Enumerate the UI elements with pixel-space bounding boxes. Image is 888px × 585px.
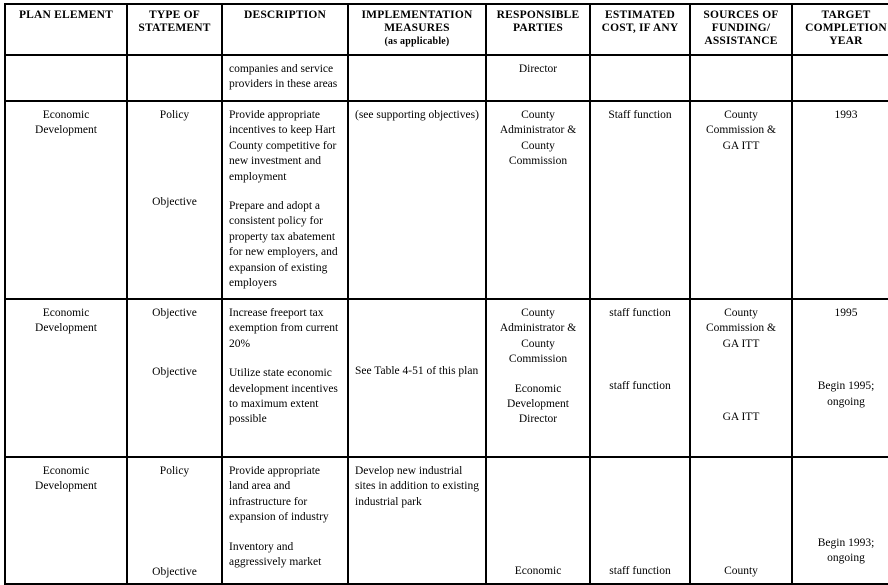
statement-type-secondary: Objective: [152, 366, 197, 379]
column-header-target-completion-year: [792, 4, 888, 55]
statement-type-primary: Policy: [159, 465, 190, 477]
cell-responsible-parties: [486, 457, 590, 584]
statement-type-primary: Objective: [152, 307, 197, 319]
responsible-secondary: Economic Development Director: [507, 382, 569, 426]
cell-estimated-cost: [590, 457, 690, 584]
column-header-description: [222, 4, 348, 55]
column-header-responsible-parties: [486, 4, 590, 55]
statement-type-secondary: Objective: [152, 196, 197, 209]
cell-description: companies and service providers in these areas: [222, 55, 348, 101]
target-year-secondary: Begin 1995; ongoing: [817, 380, 875, 408]
header-line-3: YEAR: [829, 35, 863, 47]
cell-type-of-statement: [127, 299, 222, 457]
table-header: [5, 4, 888, 55]
cell-estimated-cost: [590, 299, 690, 457]
table-row: [5, 101, 888, 299]
header-line-1: ESTIMATED: [605, 9, 675, 21]
responsible-primary: County Administrator & County Commission: [499, 307, 577, 366]
header-line-1: SOURCES OF: [703, 9, 779, 21]
cell-sources-of-funding: [690, 457, 792, 584]
column-header-type-of-statement: [127, 4, 222, 55]
cost-secondary: staff function: [609, 565, 671, 577]
description-secondary: Inventory and aggressively market: [229, 540, 322, 569]
plan-implementation-table: [4, 3, 888, 585]
cell-responsible-parties: County Administrator & County Commission: [486, 101, 590, 299]
funding-secondary: County: [724, 565, 758, 577]
header-sublabel: (as applicable): [384, 36, 450, 47]
header-line-1: PLAN ELEMENT: [18, 9, 114, 21]
header-line-1: TYPE OF: [149, 9, 200, 21]
header-line-1: DESCRIPTION: [243, 9, 327, 21]
table-row: [5, 457, 888, 584]
cell-sources-of-funding: [690, 55, 792, 101]
header-line-1: TARGET: [821, 9, 871, 21]
cell-implementation-measures: Develop new industrial sites in addition to existing industrial park: [348, 457, 486, 584]
cell-responsible-parties: [486, 299, 590, 457]
cell-plan-element: [5, 55, 127, 101]
header-row: [5, 4, 888, 55]
statement-type-secondary: Objective: [152, 566, 197, 579]
cell-description: [222, 101, 348, 299]
cell-plan-element: Economic Development: [5, 101, 127, 299]
funding-primary: County Commission & GA ITT: [706, 307, 776, 350]
column-header-plan-element: [5, 4, 127, 55]
cell-plan-element: Economic Development: [5, 299, 127, 457]
header-line-2: STATEMENT: [138, 22, 211, 34]
header-line-2: PARTIES: [513, 22, 563, 34]
header-line-2: COMPLETION: [805, 22, 887, 34]
description-secondary: Utilize state economic development incentives to maximum extent possible: [229, 367, 338, 426]
cell-type-of-statement: [127, 457, 222, 584]
cell-plan-element: Economic Development: [5, 457, 127, 584]
table-body: [5, 55, 888, 584]
description-primary: Increase freeport tax exemption from current 20%: [229, 307, 339, 350]
header-line-2: MEASURES: [384, 22, 450, 34]
statement-type-primary: Policy: [159, 109, 190, 121]
table-row: [5, 299, 888, 457]
header-line-2: FUNDING/: [711, 22, 771, 34]
cell-implementation-measures: [348, 55, 486, 101]
column-header-implementation-measures: [348, 4, 486, 55]
responsible-secondary: Economic: [514, 565, 562, 577]
target-year-secondary: Begin 1993; ongoing: [817, 537, 875, 565]
implementation-secondary: See Table 4-51 of this plan: [355, 365, 479, 377]
cell-target-completion-year: [792, 457, 888, 584]
column-header-sources-of-funding: [690, 4, 792, 55]
cell-type-of-statement: [127, 101, 222, 299]
target-year-primary: 1995: [834, 307, 858, 319]
cell-type-of-statement: [127, 55, 222, 101]
cell-sources-of-funding: [690, 299, 792, 457]
funding-secondary: GA ITT: [722, 411, 760, 424]
header-line-3: ASSISTANCE: [704, 35, 778, 47]
header-line-1: RESPONSIBLE: [496, 9, 580, 21]
cell-estimated-cost: [590, 55, 690, 101]
cell-target-completion-year: 1993: [792, 101, 888, 299]
header-line-1: IMPLEMENTATION: [361, 9, 473, 21]
cell-responsible-parties: Director: [486, 55, 590, 101]
cell-target-completion-year: [792, 299, 888, 457]
column-header-estimated-cost: [590, 4, 690, 55]
cell-sources-of-funding: County Commission & GA ITT: [690, 101, 792, 299]
table-row: [5, 55, 888, 101]
cell-estimated-cost: Staff function: [590, 101, 690, 299]
cell-description: [222, 299, 348, 457]
description-primary: Provide appropriate incentives to keep Hart County competitive for new investment and employment: [229, 109, 337, 183]
cell-target-completion-year: [792, 55, 888, 101]
cell-implementation-measures: [348, 299, 486, 457]
header-line-2: COST, IF ANY: [601, 22, 679, 34]
cell-implementation-measures: (see supporting objectives): [348, 101, 486, 299]
description-secondary: Prepare and adopt a consistent policy for property tax abatement for new employers, and expansion of existing employers: [229, 200, 338, 290]
cost-primary: staff function: [609, 307, 671, 319]
cost-secondary: staff function: [609, 380, 671, 393]
description-primary: Provide appropriate land area and infrastructure for expansion of industry: [229, 465, 329, 524]
cell-description: [222, 457, 348, 584]
